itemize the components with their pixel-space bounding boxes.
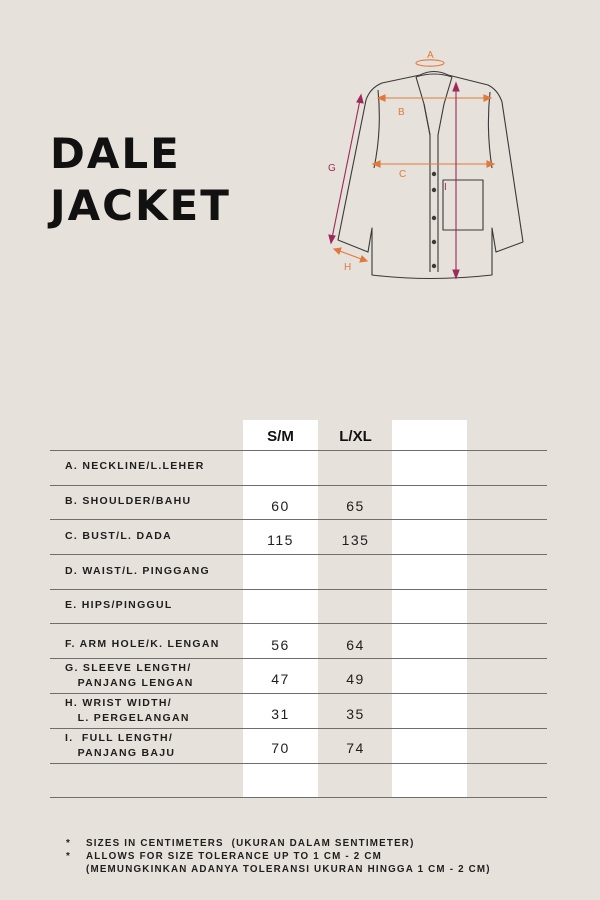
header-lxl: L/XL [339,428,372,445]
cell-lxl-full-length: 74 [346,740,365,756]
cell-lxl-arm-hole: 64 [346,637,365,653]
jacket-measurement-illustration [320,40,530,285]
page-title [50,128,231,232]
footnote-2 [66,850,491,863]
row-divider [50,519,547,520]
footnote-1-text: SIZES IN CENTIMETERS (UKURAN DALAM SENTIMETER) [86,838,415,849]
row-divider [50,763,547,764]
cell-lxl-wrist-width: 35 [346,706,365,722]
cell-lxl-bust: 135 [341,532,370,548]
row-label-sleeve-length: G. SLEEVE LENGTH/ PANJANG LENGAN [65,662,194,689]
label-g: G [328,163,336,174]
row-divider [50,728,547,729]
row-label-bust: C. BUST/L. DADA [65,530,172,542]
row-label-waist: D. WAIST/L. PINGGANG [65,565,211,577]
footnote-3 [66,863,491,876]
footnote-3-text: (MEMUNGKINKAN ADANYA TOLERANSI UKURAN HINGGA 1 CM - 2 CM) [86,864,491,875]
row-label-hips: E. HIPS/PINGGUL [65,599,173,611]
cell-lxl-shoulder: 65 [346,498,365,514]
row-divider [50,450,547,451]
row-label-full-length: I. FULL LENGTH/ PANJANG BAJU [65,732,176,759]
cell-sm-shoulder: 60 [271,498,290,514]
button-icon [432,216,436,220]
cell-sm-full-length: 70 [271,740,290,756]
row-divider [50,554,547,555]
jacket-buttons [432,172,436,268]
row-label-neckline: A. NECKLINE/L.LEHER [65,460,205,472]
cell-sm-arm-hole: 56 [271,637,290,653]
label-b: B [398,107,405,118]
row-divider [50,658,547,659]
footnote-1 [66,837,491,850]
row-label-arm-hole: F. ARM HOLE/K. LENGAN [65,638,220,650]
cell-sm-bust: 115 [267,532,294,548]
button-icon [432,172,436,176]
button-icon [432,188,436,192]
button-icon [432,240,436,244]
footnote-2-text: ALLOWS FOR SIZE TOLERANCE UP TO 1 CM - 2 CM [86,851,382,862]
measure-c-bust [373,161,494,167]
label-i: I [444,182,447,193]
cell-lxl-sleeve-length: 49 [346,671,365,687]
bullet: * [66,838,72,849]
cell-sm-wrist-width: 31 [271,706,290,722]
label-h: H [344,262,352,273]
header-sm: S/M [267,428,294,445]
jacket-outline [338,72,523,279]
footnotes [66,837,491,876]
column-bg-extra [392,420,467,798]
row-divider [50,693,547,694]
row-divider [50,485,547,486]
button-icon [432,264,436,268]
label-c: C [399,169,407,180]
row-divider [50,797,547,798]
cell-sm-sleeve-length: 47 [271,671,290,687]
title-line-2: JACKET [50,181,231,230]
row-divider [50,589,547,590]
row-divider [50,623,547,624]
row-label-wrist-width: H. WRIST WIDTH/ L. PERGELANGAN [65,697,190,724]
label-a: A [427,50,434,61]
row-label-shoulder: B. SHOULDER/BAHU [65,495,192,507]
bullet: * [66,851,72,862]
measure-b-shoulder [378,95,491,101]
title-line-1: DALE [50,129,181,178]
